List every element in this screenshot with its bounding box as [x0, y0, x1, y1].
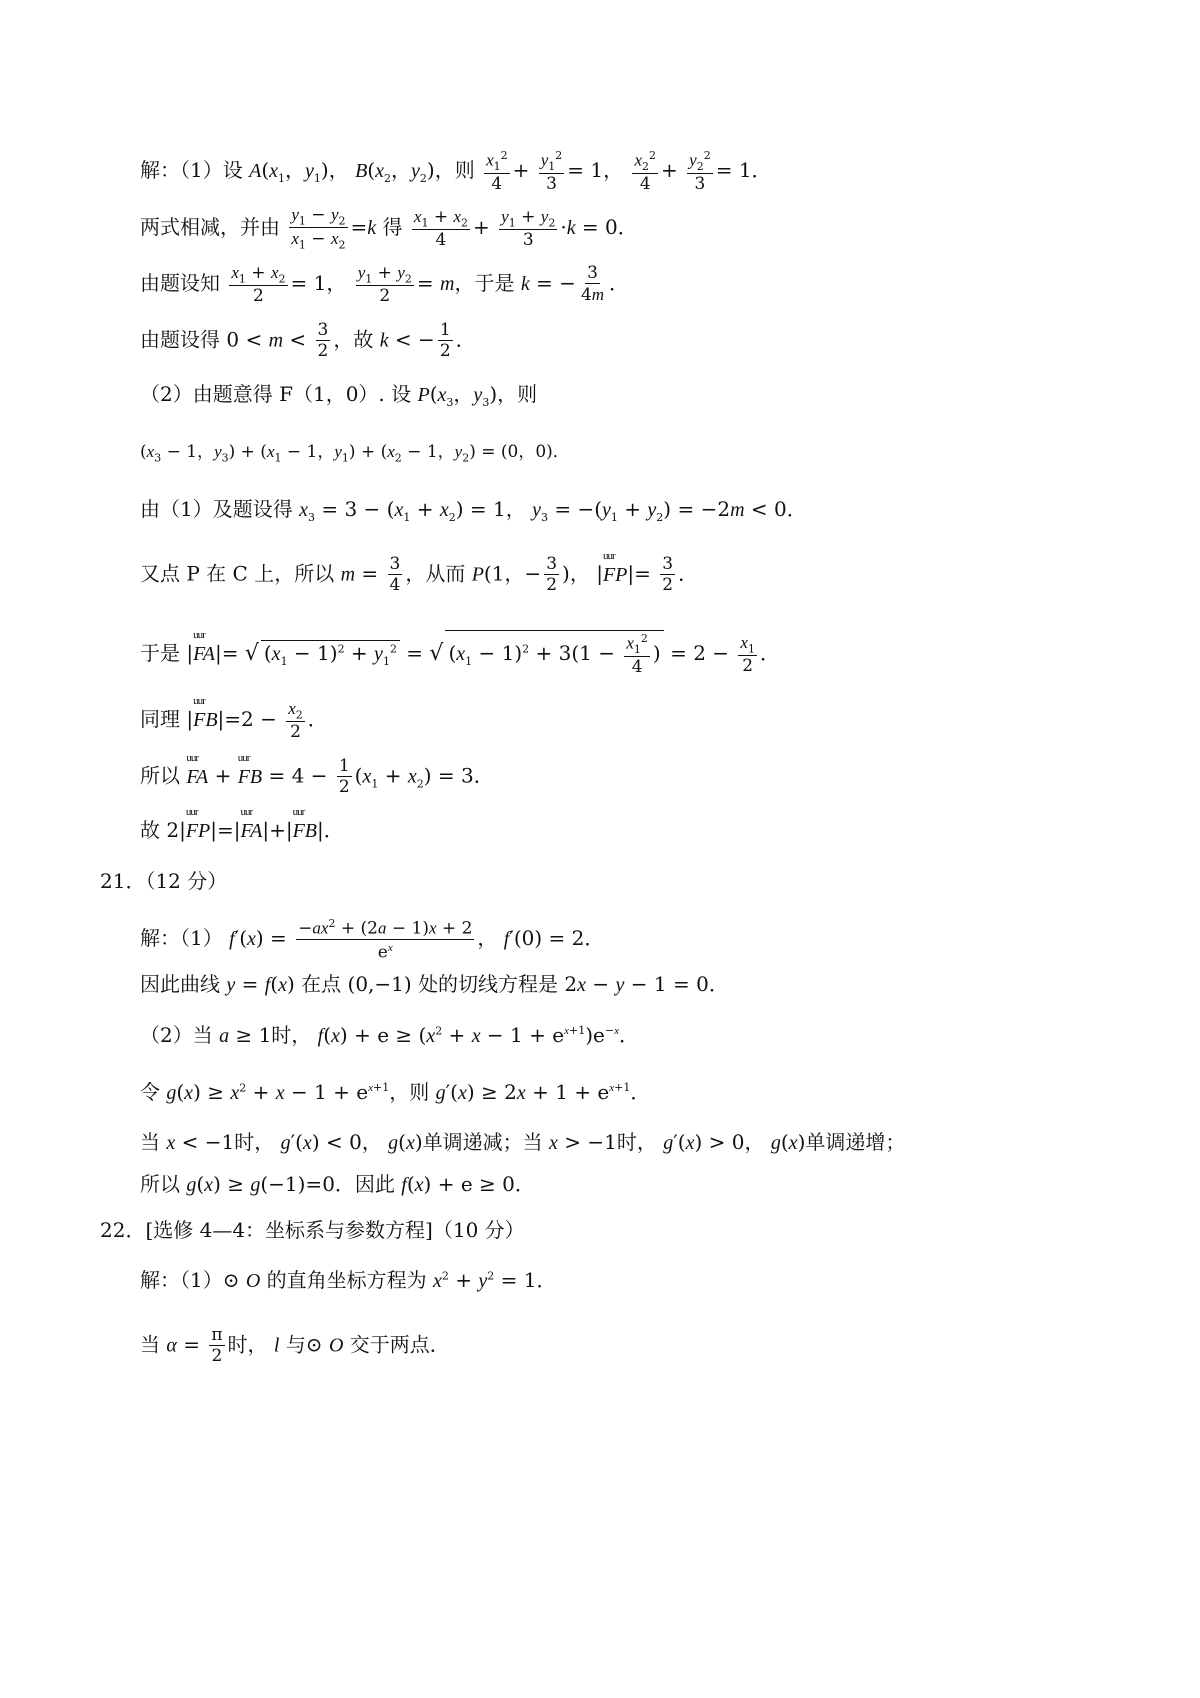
solution-21-line-5: 当 x < −1时， g′(x) < 0， g(x)单调递减；当 x > −1时， g′(x) > 0， g(x)单调递增；	[140, 1130, 906, 1154]
solution-20-line-9: 于是 | uur FA|= √ $(x_1 - 1)^2 + y_1^2$ = √ $(x_1 - 1)^2 + 3(1$ − $\frac{x_1^2}{4}$ ) = 2 − $\frac{x_1}{2}$ ．	[140, 629, 780, 678]
solution-20-line-1: 解：（1）设 $A(x_1$，$y_1$)， $B(x_2$，$y_2$)，则 $\frac{x_1^2}{4}$ + $\frac{y_1^2}{3}$ = 1， $\frac{x_2^2}{4}$ + $\frac{y_2^2}{3}$ = 1．	[140, 149, 772, 195]
solution-21-line-2: 因此曲线 y = f(x) 在点 (0,−1) 处的切线方程是 2x − y − 1 = 0．	[140, 972, 729, 996]
solution-21-line-1: 解：（1） f′(x) = $\frac{-ax^2 + (2a - 1)x + 2}{e^x}$ ， f′(0) = 2．	[140, 917, 605, 963]
solution-20-line-6: ($x_3 - 1$，$y_3) + (x_1 - 1$，$y_1) + (x_2 - 1$，$y_2) = (0$，0)．	[140, 442, 570, 465]
solution-21-line-4: 令 $g(x) \ge x^2 + x - 1 + e^{x+1}$，则 $g'(x) \ge 2x + 1 + e^{x+1}$．	[140, 1080, 651, 1104]
problem-22-heading: 22．[选修 4—4：坐标系与参数方程]（10 分）	[100, 1218, 525, 1242]
solution-20-line-5: （2）由题意得 F（1，0）. 设 $P(x_3$，$y_3$)，则	[140, 382, 538, 409]
solution-20-line-8: 又点 P 在 C 上，所以 m = $\frac{3}{4}$ ，从而 P(1，− $\frac{3}{2}$ )， | uur FP|= $\frac{3}{2}$ ．	[140, 549, 699, 595]
solution-22-line-2: 当 α = $\frac{\pi}{2}$ 时， l 与⊙ O 交于两点．	[140, 1325, 450, 1366]
problem-21-heading: 21．（12 分）	[100, 869, 228, 893]
solution-21-line-3: （2）当 a ≥ 1时， $f(x) + e \ge (x^2 + x - 1 + e^{x+1})e^{-x}$．	[140, 1023, 639, 1047]
solution-22-line-1: 解：（1）⊙ O 的直角坐标方程为 $x^2 + y^2 = 1$．	[140, 1268, 557, 1292]
solution-20-line-3: 由题设知 $\frac{x_1 + x_2}{2}$ = 1， $\frac{y_1 + y_2}{2}$ = m，于是 k = − $\frac{3}{4m}$ ．	[140, 263, 630, 307]
solution-20-line-2: 两式相减，并由 $\frac{y_1 - y_2}{x_1 - x_2}$ =k 得 $\frac{x_1 + x_2}{4}$ + $\frac{y_1 + y_2}{3}$ ·k = 0．	[140, 205, 638, 252]
solution-20-line-10: 同理 | uur FB|=2 − $\frac{x_2}{2}$ ．	[140, 695, 328, 743]
solution-20-line-4: 由题设得 0 < m < $\frac{3}{2}$ ，故 k < − $\frac{1}{2}$ ．	[140, 320, 476, 361]
solution-20-line-11: 所以 uur FA + uur FB = 4 − $\frac{1}{2}$ $(x_1 + x_2) = 3$．	[140, 751, 494, 797]
solution-20-line-7: 由（1）及题设得 $x_3 = 3 - (x_1 + x_2) = 1$， $y_3 = -(y_1 + y_2) = -2m < 0$．	[140, 497, 807, 524]
solution-21-line-6: 所以 g(x) ≥ g(−1)=0．因此 f(x) + e ≥ 0．	[140, 1172, 535, 1196]
solution-20-line-12: 故 2| uur FP|=| uur FA|+| uur FB|．	[140, 806, 344, 842]
